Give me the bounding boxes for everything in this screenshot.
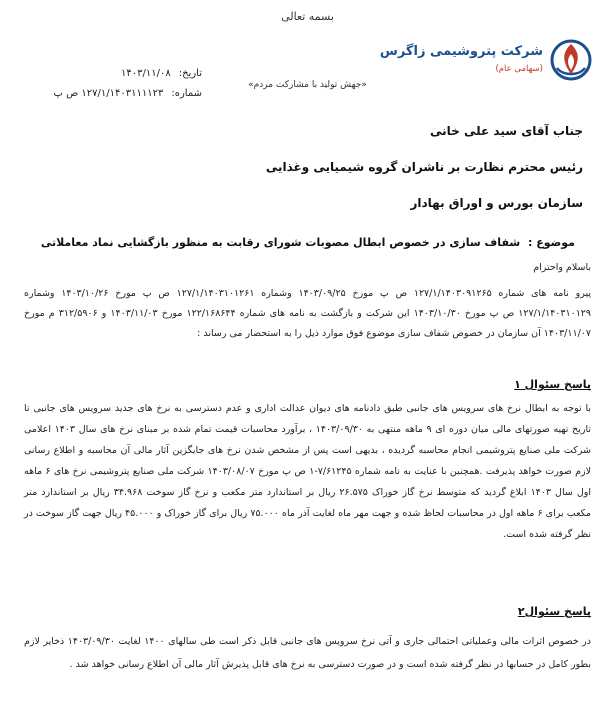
company-name: شرکت پتروشیمی زاگرس (379, 44, 543, 59)
answer-2-heading: پاسخ سئوال۲ (517, 605, 591, 618)
subject-line (41, 236, 575, 249)
basmala: بسمه تعالی (281, 10, 334, 23)
letter-meta (32, 64, 202, 104)
answer-1-paragraph: با توجه به ابطال نرخ های سرویس های جانبی طبق دادنامه های دیوان عدالت اداری و عدم دسترسی به نرخ های جدید سرویس های جانبی تا تاریخ تهیه صورتهای مالی میان دوره ای ۹ ماهه منتهی به ۱۴۰۳/۰۹/۳۰ ، برآورد محاسبات قیمت تمام شده بر مبنای نرخ های سال ۱۴۰۳ اعلامی شرکت ملی صنایع پتروشیمی انجام محاسبه گردیده ، بدیهی است پس از مشخص شدن نرخ های جایگزین آثار مالی آن محاسبه و اطلاع رسانی لازم صورت خواهد پذیرفت .همچنین با عنایت به نامه شماره ۷/۶۱۲۴۵-۱ ص پ مورخ ۱۴۰۳/۰۸/۰۷ شرکت ملی صنایع پتروشیمی نرخ های ۶ ماهه اول سال ۱۴۰۳ ابلاغ گردید که متوسط نرخ گاز خوراک ۲۶.۵۷۵ ریال بر استاندارد متر مکعب و نرخ گاز سوخت ۳۴.۹۶۸ ریال بر استاندارد متر مکعب برای ۶ ماهه اول در محاسبات لحاظ شده و جهت مهر ماه لغایت آذر ماه ۷۵.۰۰۰ ریال برای گاز خوراک و ۴۵.۰۰۰ ریال جهت گاز سوخت در نظر گرفته شده است. (24, 403, 592, 540)
company-type: (سهامی عام) (495, 64, 543, 74)
company-emblem-icon (549, 38, 593, 82)
number-value: ۱۲۷/۱/۱۴۰۳۱۱۱۱۲۳ ص پ (53, 88, 164, 99)
answer-2-paragraph: در خصوص اثرات مالی وعملیاتی احتمالی جاری و آتی نرخ سرویس های جانبی قابل ذکر است طی سالهای ۱۴۰۰ لغایت ۱۴۰۳/۰۹/۳۰ ذخایر لازم بطور کامل در حسابها در نظر گرفته شده است و در صورت دسترسی به نرخ های قابل پذیرش آثار مالی آن اطلاع رسانی خواهد شد . (24, 636, 591, 670)
number-label: شماره: (171, 88, 202, 99)
recipient-name: جناب آقای سید علی خانی (430, 124, 583, 138)
company-logo (379, 36, 595, 86)
slogan: «جهش تولید با مشارکت مردم» (248, 80, 367, 90)
date-label: تاریخ: (178, 68, 202, 79)
answer-1-heading: پاسخ سئوال ۱ (514, 378, 591, 391)
greeting: باسلام واحترام (533, 262, 591, 273)
date-value: ۱۴۰۳/۱۱/۰۸ (121, 68, 171, 79)
date-row (32, 64, 202, 84)
recipient-title: رئیس محترم نظارت بر ناشران گروه شیمیایی وغذایی (265, 160, 583, 174)
intro-paragraph: پیرو نامه های شماره ۱۲۷/۱/۱۴۰۳۰۹۱۲۶۵ ص پ مورخ ۱۴۰۳/۰۹/۲۵ وشماره ۱۲۷/۱/۱۴۰۳۱۰۱۲۶۱ ص پ مورخ ۱۴۰۳/۱۰/۲۶ وشماره ۱۲۷/۱/۱۴۰۳۱۰۱۲۹ ص پ مورخ ۱۴۰۳/۱۰/۳۰ این شرکت و بازگشت به نامه های شماره ۱۲۲/۱۶۸۶۴۴ مورخ ۱۴۰۳/۱۱/۰۳ و ۳۱۲/۵۹۰۶ م مورخ ۱۴۰۳/۱۱/۰۷ آن سازمان در خصوص شفاف سازی موضوع فوق موارد ذیل را به استحضار می رساند : (24, 288, 591, 339)
subject-text: شفاف سازی در خصوص ابطال مصوبات شورای رقابت به منظور بازگشایی نماد معاملاتی (40, 236, 521, 249)
number-row (32, 84, 202, 104)
subject-label: موضوع : (528, 236, 575, 249)
recipient-organization: سازمان بورس و اوراق بهادار (410, 196, 583, 210)
